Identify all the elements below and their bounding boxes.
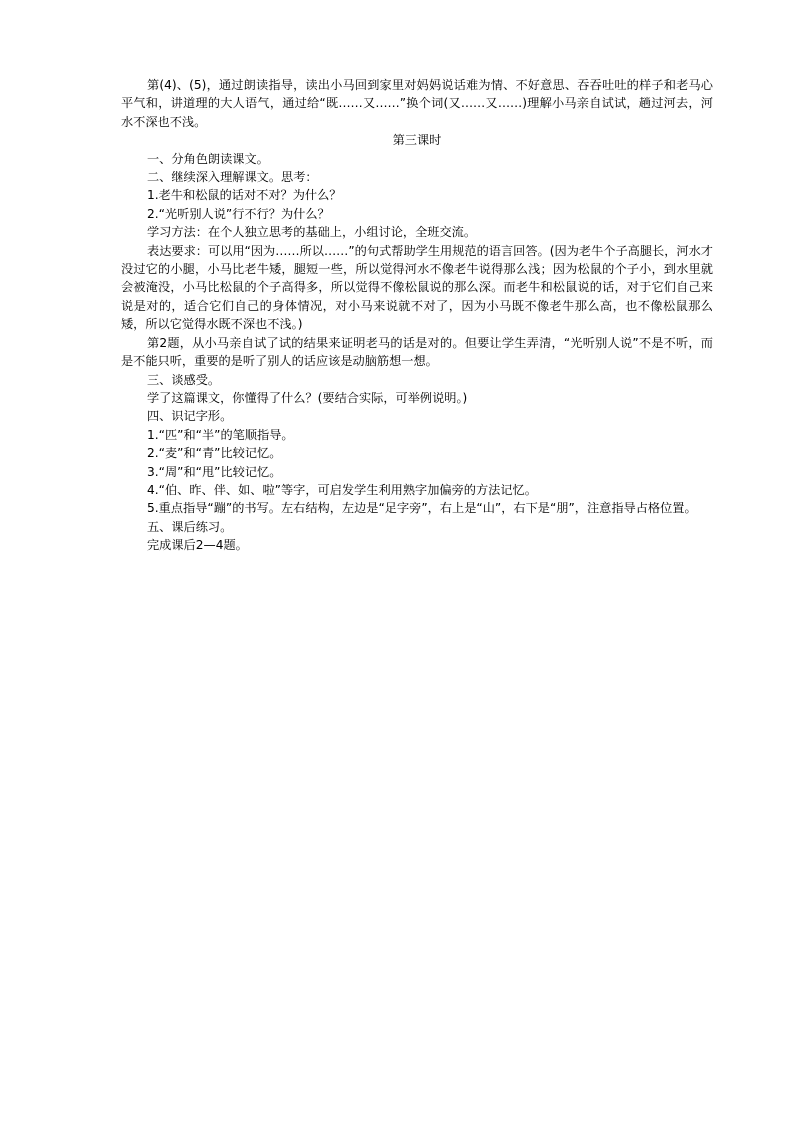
paragraph-reading-guidance: 第(4)、(5)，通过朗读指导，读出小马回到家里对妈妈说话难为情、不好意思、吞吞吐吐的样子和老马心平气和，讲道理的大人语气，通过给“既……又……”换个词(又……又……)理解小马亲自试试，趟过河去，河水不深也不浅。 [121,78,713,129]
document-body [121,76,713,555]
character-item-5: 5.重点指导“蹦”的书写。左右结构，左边是“足字旁”，右上是“山”，右下是“朋”，注意指导占格位置。 [147,501,697,516]
question-item-2: 2.“光听别人说”行不行？为什么？ [147,206,330,221]
section-heading-third-lesson: 第三课时 [392,133,442,148]
paragraph-expression-requirement: 表达要求：可以用“因为……所以……”的句式帮助学生用规范的语言回答。(因为老牛个子高腿长，河水才没过它的小腿，小马比老牛矮，腿短一些，所以觉得河水不像老牛说得那么浅；因为松鼠的个子小，到水里就会被淹没，小马比松鼠的个子高得多，所以觉得不像松鼠说的那么深。而老牛和松鼠说的话，对于它们自己来说是对的，适合它们自己的身体情况，对小马来说就不对了，因为小马既不像老牛那么高，也不像松鼠那么矮，所以它觉得水既不深也不浅。) [121,243,713,332]
paragraph-what-learned: 学了这篇课文，你懂得了什么？(要结合实际，可举例说明。) [147,390,468,405]
paragraph-question-2-explanation: 第2题，从小马亲自试了试的结果来证明老马的话是对的。但要让学生弄清，“光听别人说”不是不听，而是不能只听，重要的是听了别人的话应该是动脑筋想一想。 [121,335,713,369]
paragraph-complete-exercises: 完成课后2—4题。 [147,538,248,553]
question-item-1: 1.老牛和松鼠的话对不对？为什么？ [147,188,342,203]
step-heading-exercises: 五、课后练习。 [147,519,233,534]
step-heading-share-feelings: 三、谈感受。 [147,372,221,387]
step-heading-character-forms: 四、识记字形。 [147,409,233,424]
character-item-4: 4.“伯、昨、伴、如、啦”等字，可启发学生利用熟字加偏旁的方法记忆。 [147,482,537,497]
step-heading-deep-understanding: 二、继续深入理解课文。思考： [147,170,318,185]
character-item-1: 1.“匹”和“半”的笔顺指导。 [147,427,294,442]
paragraph-learning-method: 学习方法：在个人独立思考的基础上，小组讨论，全班交流。 [147,225,477,240]
character-item-2: 2.“麦”和“青”比较记忆。 [147,446,282,461]
character-item-3: 3.“周”和“甩”比较记忆。 [147,464,282,479]
step-heading-role-reading: 一、分角色朗读课文。 [147,151,269,166]
